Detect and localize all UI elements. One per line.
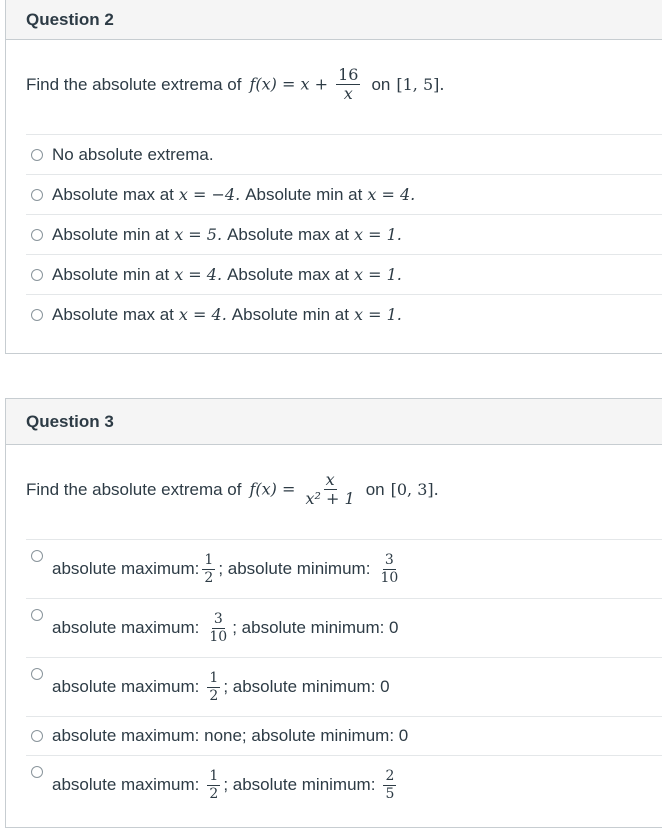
fraction-denominator: x² + 1 [305, 489, 355, 509]
answer-option[interactable]: absolute maximum: $\frac{3}{10}$ ; absolute minimum: 0 [26, 598, 662, 657]
answer-option[interactable]: Absolute min at x = 5. Absolute max at x = 1. [26, 214, 662, 254]
question-3-prompt [26, 471, 439, 509]
answer-option[interactable]: absolute maximum: $\frac{1}{2}$ ; absolute minimum: 0 [26, 657, 662, 716]
radio-button[interactable] [31, 668, 43, 680]
answer-option[interactable]: absolute maximum: none; absolute minimum: 0 [26, 716, 662, 755]
fraction [303, 471, 356, 509]
interval: [1, 5]. [396, 75, 445, 95]
answer-option[interactable]: Absolute max at x = 4. Absolute min at x = 1. [26, 294, 662, 334]
function-expression [249, 66, 363, 104]
answer-option[interactable]: Absolute max at x = −4. Absolute min at x = 4. [26, 174, 662, 214]
fraction: $\frac{2}{5}$ [385, 768, 395, 802]
question-3-card [5, 398, 662, 828]
fraction: $\frac{1}{2}$ [209, 768, 219, 802]
interval-word: on [365, 479, 385, 499]
prompt-text: Find the absolute extrema of [26, 74, 242, 94]
function-lhs: f(x) = [249, 479, 296, 499]
radio-button[interactable] [31, 550, 43, 562]
interval-word: on [371, 74, 391, 94]
question-2-title: Question 2 [26, 9, 114, 29]
fraction-denominator: x [343, 84, 353, 104]
fraction: $\frac{1}{2}$ [209, 670, 219, 704]
question-3-header [6, 399, 662, 445]
fraction [336, 66, 360, 104]
radio-button[interactable] [31, 766, 43, 778]
fraction: $\frac{3}{10}$ [380, 552, 399, 586]
radio-button[interactable] [31, 149, 43, 161]
radio-button[interactable] [31, 730, 43, 742]
question-3-answers [26, 539, 662, 814]
answer-option[interactable]: No absolute extrema. [26, 134, 662, 174]
question-2-card [5, 0, 662, 354]
prompt-text: Find the absolute extrema of [26, 479, 242, 499]
question-2-answers [26, 134, 662, 334]
function-lhs: f(x) = x + [249, 74, 328, 94]
answer-option[interactable]: absolute maximum: $\frac{1}{2}$ ; absolute minimum: $\frac{2}{5}$ [26, 755, 662, 814]
function-expression [249, 471, 359, 509]
question-2-prompt [26, 66, 444, 104]
fraction: $\frac{1}{2}$ [204, 552, 214, 586]
fraction-numerator: x [325, 470, 335, 489]
fraction-numerator: 16 [338, 65, 359, 84]
radio-button[interactable] [31, 189, 43, 201]
question-3-title: Question 3 [26, 411, 114, 431]
radio-button[interactable] [31, 269, 43, 281]
answer-option[interactable]: Absolute min at x = 4. Absolute max at x = 1. [26, 254, 662, 294]
radio-button[interactable] [31, 309, 43, 321]
interval: [0, 3]. [390, 480, 439, 500]
radio-button[interactable] [31, 609, 43, 621]
fraction: $\frac{3}{10}$ [209, 611, 228, 645]
answer-option[interactable]: absolute maximum: $\frac{1}{2}$ ; absolute minimum: $\frac{3}{10}$ [26, 539, 662, 598]
question-2-header [6, 0, 662, 40]
radio-button[interactable] [31, 229, 43, 241]
